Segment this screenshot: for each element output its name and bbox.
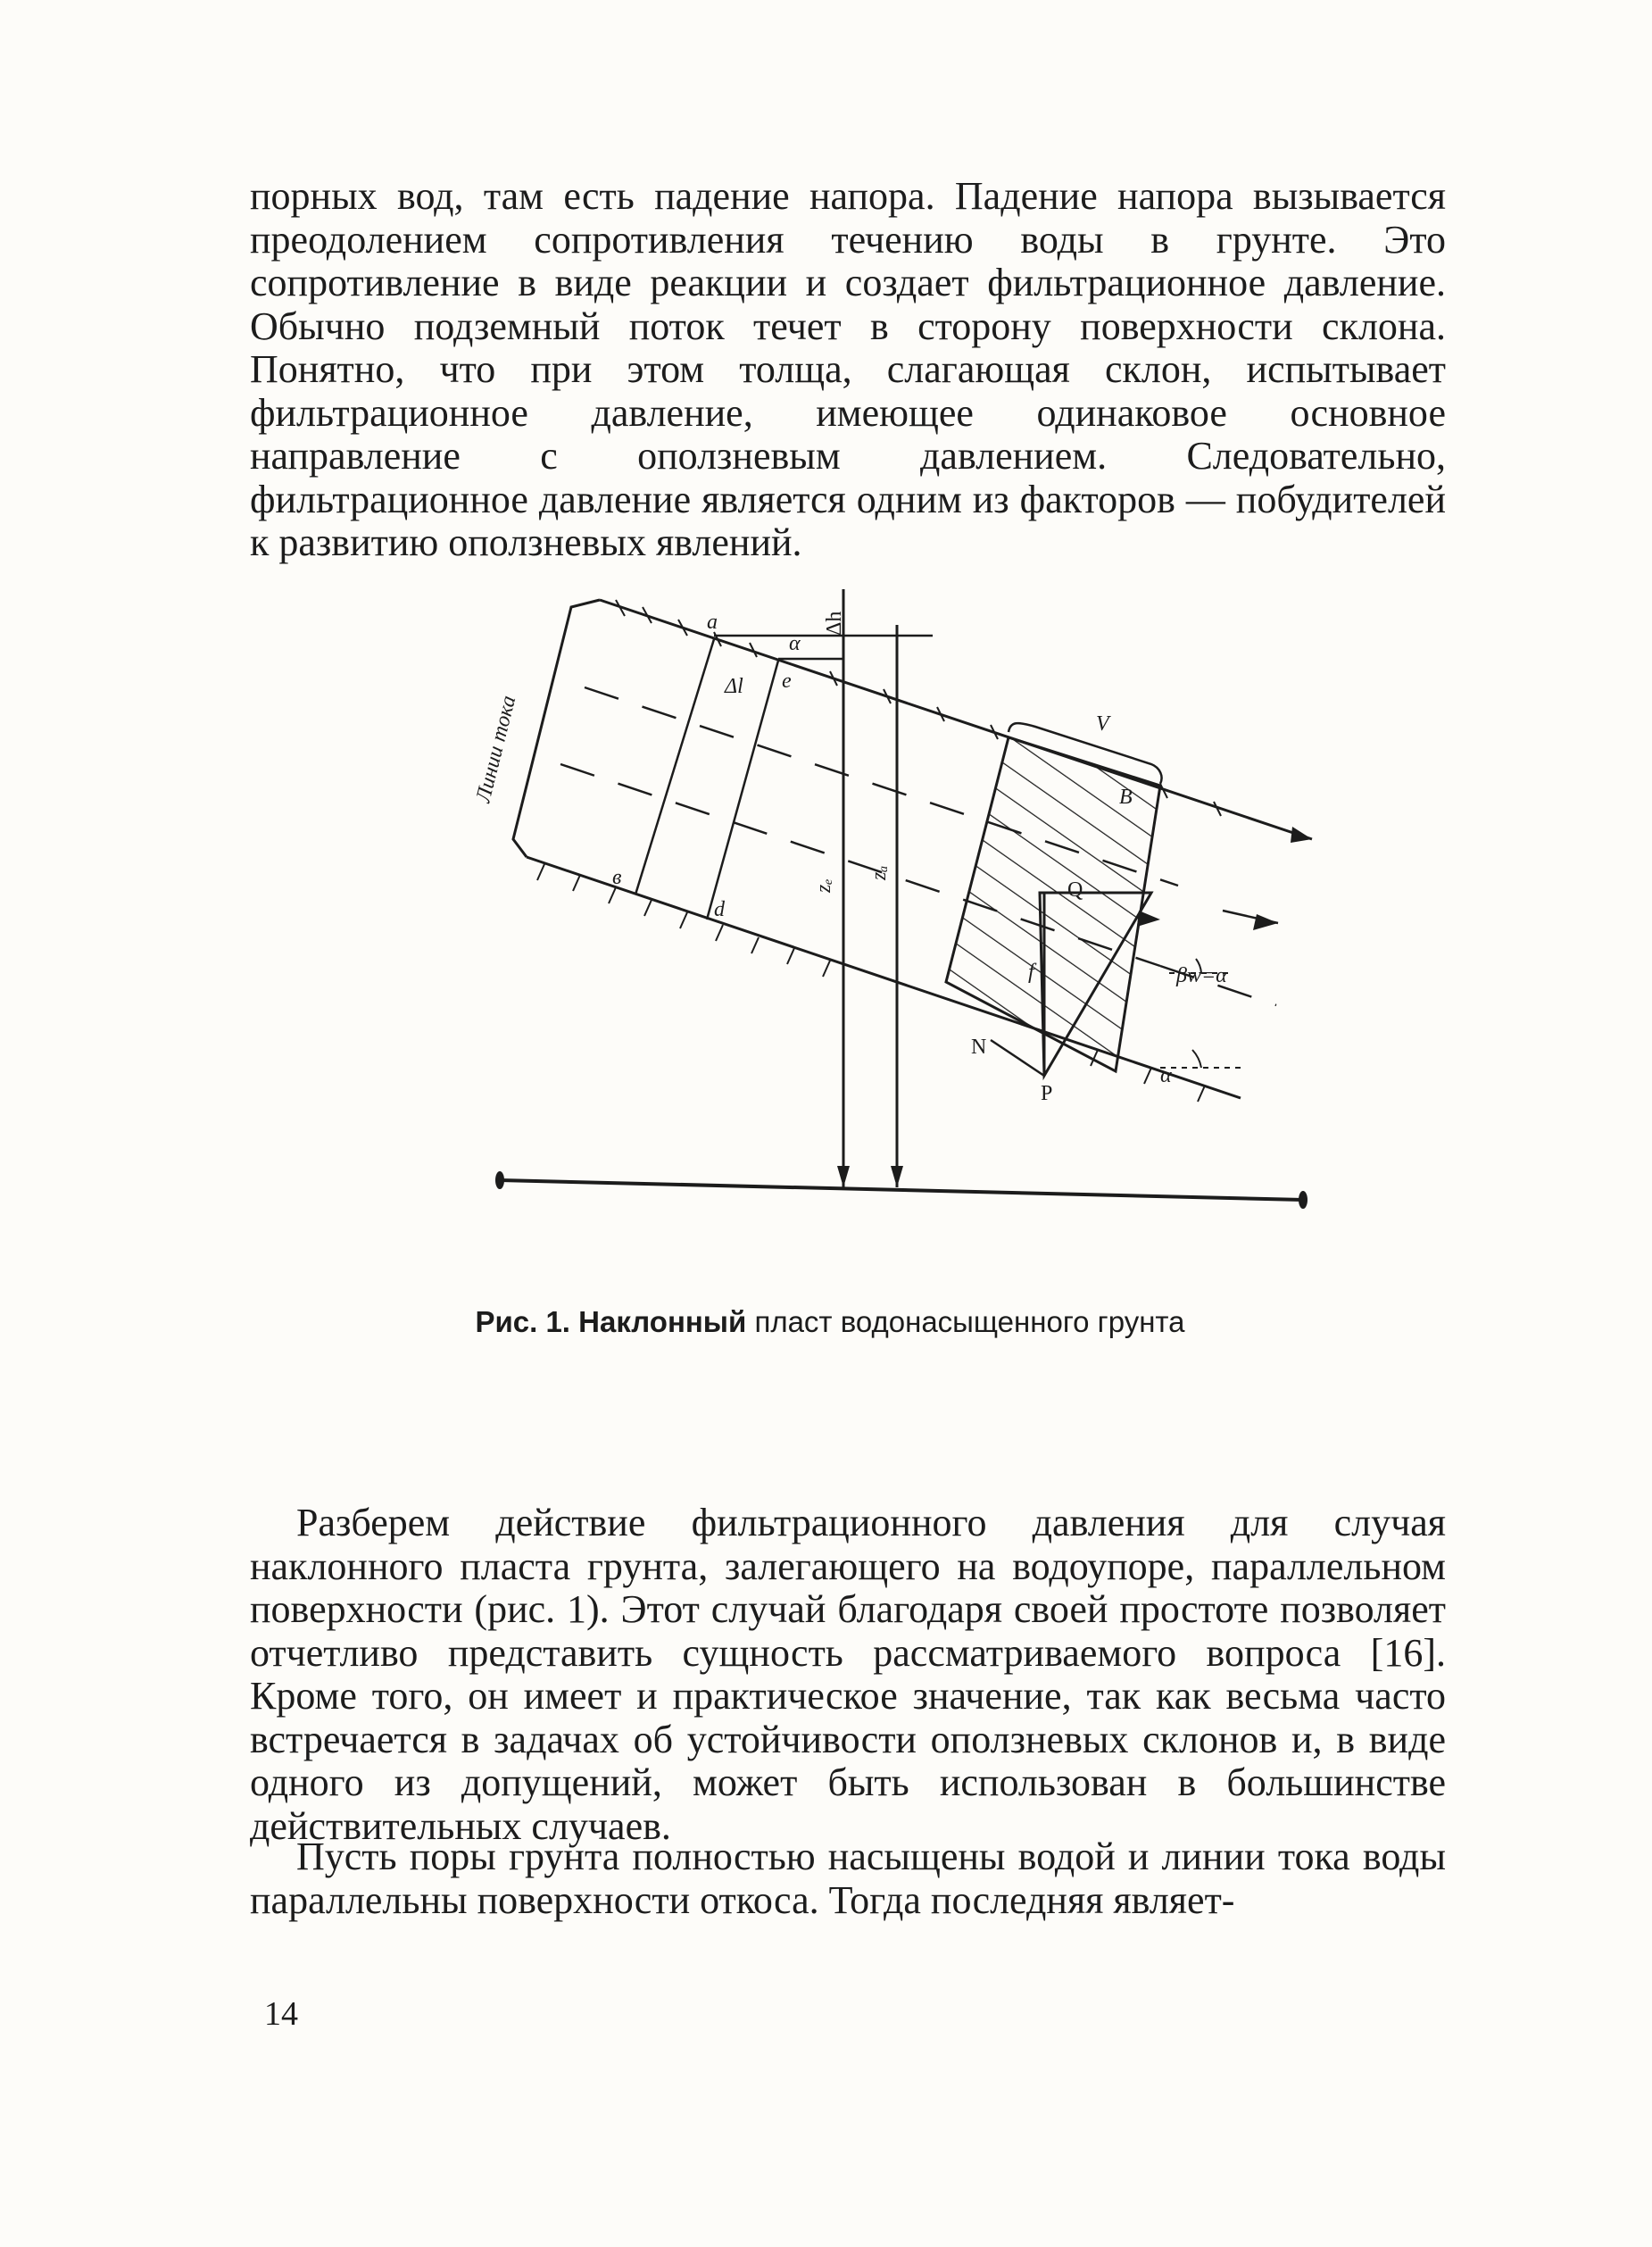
arrow-down-icon-2	[891, 1166, 903, 1187]
label-n: N	[971, 1036, 987, 1059]
label-b: в	[612, 866, 622, 889]
section-line-ed	[707, 661, 778, 920]
caption-rest: пласт водонасыщенного грунта	[746, 1305, 1185, 1338]
label-b-upper: B	[1119, 786, 1133, 809]
label-a: a	[707, 611, 718, 634]
label-delta-l: Δl	[725, 675, 743, 698]
datum-line	[500, 1180, 1303, 1200]
label-v: V	[1096, 712, 1109, 736]
label-p: P	[1041, 1082, 1053, 1105]
paragraph-bottom: Пусть поры грунта полностью насыщены водой и линии тока воды параллельны поверхности откоса. Тогда последняя являет-	[250, 1835, 1446, 1922]
label-alpha-top: α	[789, 632, 801, 655]
label-delta-h: Δh	[823, 611, 846, 636]
surface-arrow-icon	[1291, 827, 1312, 843]
label-alpha-bottom: α	[1160, 1064, 1172, 1087]
paragraph-top: порных вод, там есть падение напора. Падение напора вызывается преодолением сопротивления течению воды в грунте. Это сопротивление в виде реакции и создает фильтрационное давление. Обычно подземный поток течет в сторону поверхности склона. Понятно, что при этом толща, слагающая склон, испытывает фильтрационное давление, имеющее одинаковое основное направление с оползневым давлением. Следовательно, фильтрационное давление является одним из факторов — побудителей к развитию оползневых явлений.	[250, 174, 1446, 564]
caption-title: Наклонный	[578, 1305, 747, 1338]
caption-number: Рис. 1.	[475, 1305, 570, 1338]
label-q: Q	[1067, 878, 1083, 902]
label-z-e: zₑ	[812, 878, 835, 893]
slope-surface-line	[600, 600, 1312, 839]
paragraph-middle: Разберем действие фильтрационного давления для случая наклонного пласта грунта, залегающего на водоупоре, параллельном поверхности (рис. 1). Этот случай благодаря своей простоте позволяет отчетливо представить сущность рассматриваемого вопроса [16]. Кроме того, он имеет и практическое значение, так как весьма часто встречается в задачах об устойчивости оползневых склонов и, в виде одного из допущений, может быть использован в большинстве действительных случаев.	[250, 1501, 1446, 1848]
section-line-ab	[635, 639, 714, 895]
arrow-down-icon	[837, 1166, 850, 1187]
label-e: e	[782, 670, 792, 693]
flow-lines	[560, 687, 1276, 1005]
label-beta: βw=α	[1176, 964, 1227, 987]
label-z-a: zₐ	[868, 865, 891, 880]
label-f: f	[1028, 961, 1034, 984]
flow-lines-brace	[513, 600, 600, 857]
page-number: 14	[264, 1995, 298, 2033]
figure-caption	[428, 1303, 1232, 1341]
label-flow-lines: Линии тока	[471, 693, 521, 805]
label-d: d	[714, 898, 725, 921]
